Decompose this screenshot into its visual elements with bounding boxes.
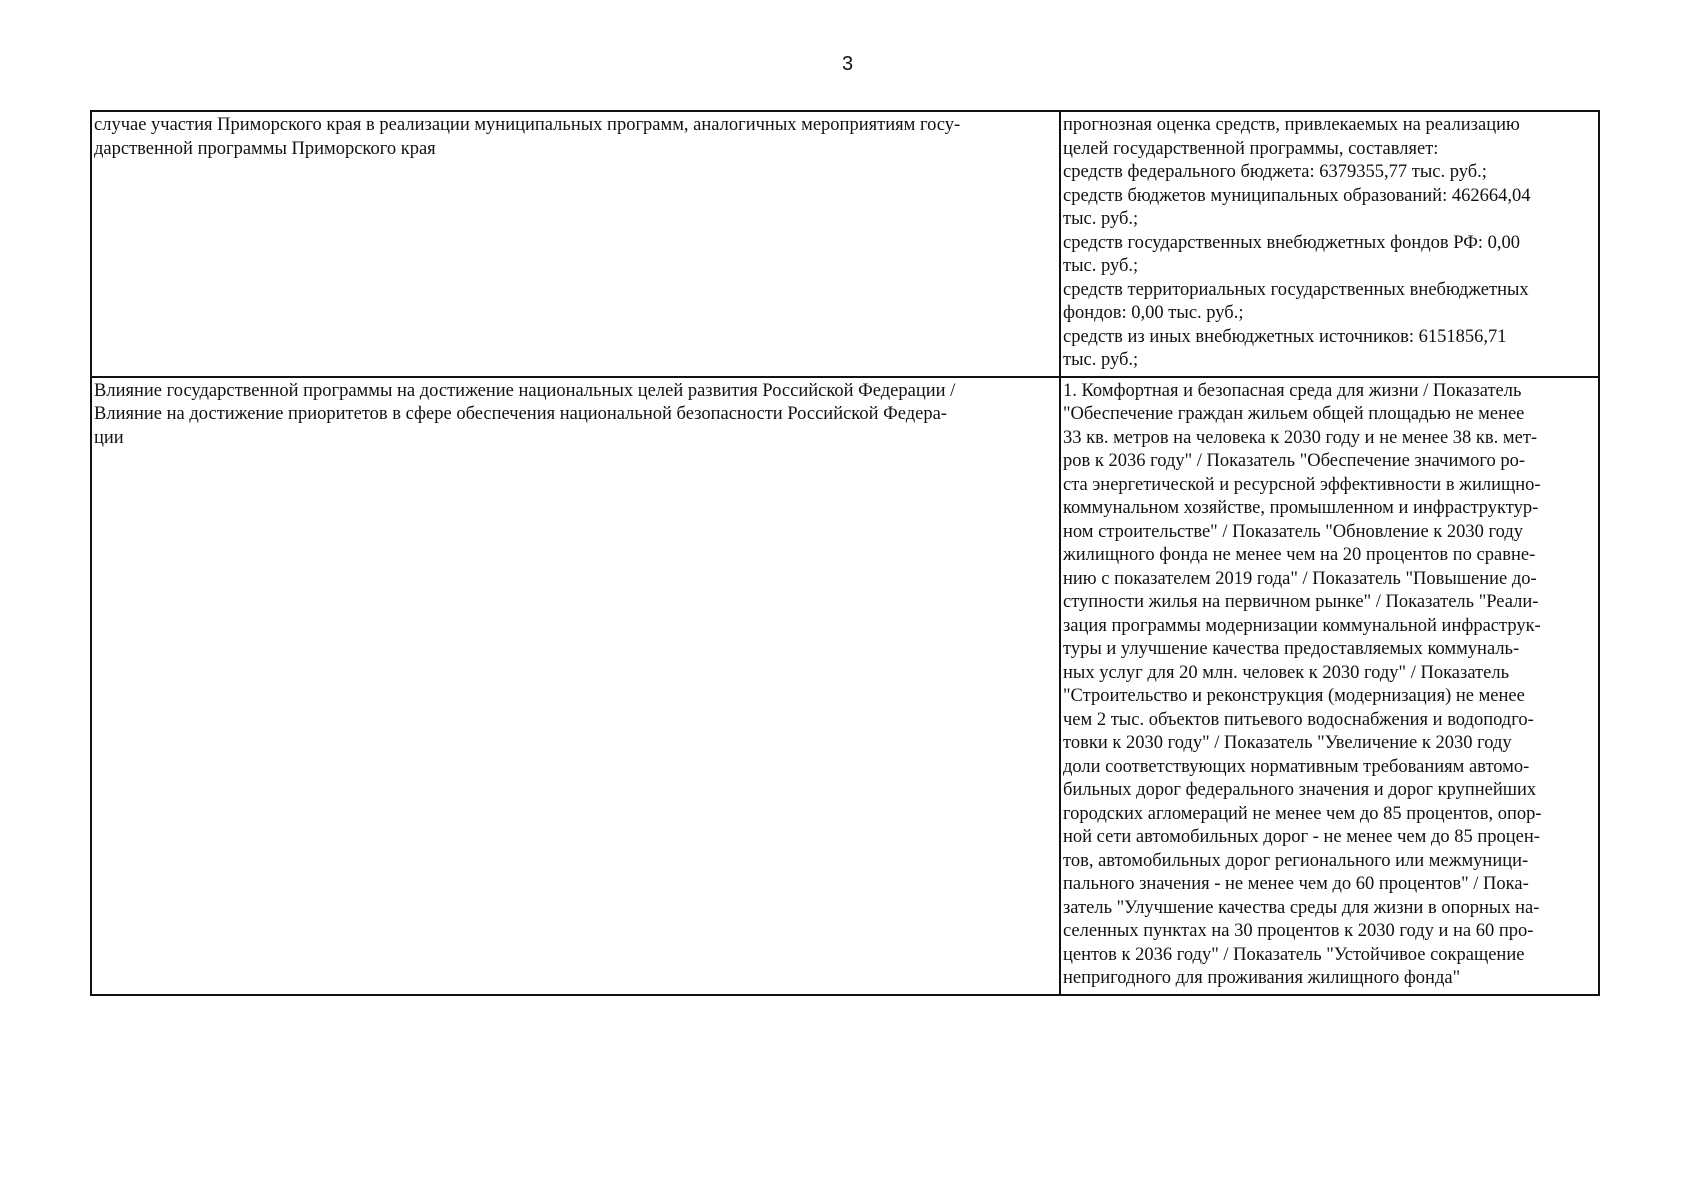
cell-line: случае участия Приморского края в реализации муниципальных программ, аналогичных мероприятиям госу- xyxy=(94,115,961,135)
cell-line: "Строительство и реконструкция (модернизация) не менее xyxy=(1063,686,1525,706)
national-goals-label-cell xyxy=(91,377,1060,995)
cell-line: бильных дорог федерального значения и дорог крупнейших xyxy=(1063,780,1537,800)
cell-line: ной сети автомобильных дорог - не менее чем до 85 процен- xyxy=(1063,827,1540,847)
cell-line: тов, автомобильных дорог регионального или межмуници- xyxy=(1063,850,1529,871)
cell-line: средств из иных внебюджетных источников: 6151856,71 xyxy=(1063,326,1507,347)
cell-line: зация программы модернизации коммунальной инфраструк- xyxy=(1063,615,1541,636)
cell-line: тыс. руб.; xyxy=(1063,350,1139,370)
cell-line: дарственной программы Приморского края xyxy=(94,138,436,159)
cell-line: непригодного для проживания жилищного фонда" xyxy=(1063,968,1461,988)
cell-line: 1. Комфортная и безопасная среда для жизни / Показатель xyxy=(1063,380,1522,401)
cell-line: целей государственной программы, составляет: xyxy=(1063,138,1439,159)
cell-line: средств территориальных государственных внебюджетных xyxy=(1063,279,1529,300)
program-passport-table xyxy=(90,110,1600,996)
cell-line: ции xyxy=(94,427,124,448)
table-row-funding xyxy=(91,111,1599,377)
cell-line: ном строительстве" / Показатель "Обновление к 2030 году xyxy=(1063,521,1524,542)
cell-line: затель "Улучшение качества среды для жизни в опорных на- xyxy=(1063,897,1540,918)
cell-line: жилищного фонда не менее чем на 20 процентов по сравне- xyxy=(1063,545,1536,565)
funding-description-cell xyxy=(91,111,1060,377)
cell-line: прогнозная оценка средств, привлекаемых на реализацию xyxy=(1063,115,1520,135)
cell-line: средств государственных внебюджетных фондов РФ: 0,00 xyxy=(1063,232,1520,253)
cell-line: чем 2 тыс. объектов питьевого водоснабжения и водоподго- xyxy=(1063,709,1534,730)
cell-line: тыс. руб.; xyxy=(1063,256,1139,276)
national-goals-indicators-cell xyxy=(1060,377,1599,995)
funding-values-cell xyxy=(1060,111,1599,377)
cell-line: туры и улучшение качества предоставляемых коммуналь- xyxy=(1063,639,1520,659)
cell-line: товки к 2030 году" / Показатель "Увеличение к 2030 году xyxy=(1063,733,1512,753)
cell-line: Влияние на достижение приоритетов в сфере обеспечения национальной безопасности Российской Федера- xyxy=(94,404,947,424)
cell-line: ступности жилья на первичном рынке" / Показатель "Реали- xyxy=(1063,592,1539,612)
table-row-national-goals xyxy=(91,377,1599,995)
cell-line: ста энергетической и ресурсной эффективности в жилищно- xyxy=(1063,474,1541,495)
cell-line: "Обеспечение граждан жильем общей площадью не менее xyxy=(1063,404,1525,424)
page-number: 3 xyxy=(841,53,854,75)
cell-line: пального значения - не менее чем до 60 процентов" / Пока- xyxy=(1063,874,1529,894)
cell-line: доли соответствующих нормативным требованиям автомо- xyxy=(1063,756,1530,777)
cell-line: средств бюджетов муниципальных образований: 462664,04 xyxy=(1063,185,1531,206)
cell-line: коммунальном хозяйстве, промышленном и инфраструктур- xyxy=(1063,498,1539,518)
cell-line: фондов: 0,00 тыс. руб.; xyxy=(1063,303,1244,323)
cell-line: селенных пунктах на 30 процентов к 2030 году и на 60 про- xyxy=(1063,921,1534,941)
cell-line: средств федерального бюджета: 6379355,77 тыс. руб.; xyxy=(1063,162,1487,182)
cell-line: городских агломераций не менее чем до 85 процентов, опор- xyxy=(1063,803,1542,824)
cell-line: центов к 2036 году" / Показатель "Устойчивое сокращение xyxy=(1063,944,1525,965)
cell-line: ных услуг для 20 млн. человек к 2030 году" / Показатель xyxy=(1063,662,1510,683)
cell-line: нию с показателем 2019 года" / Показатель "Повышение до- xyxy=(1063,568,1537,589)
cell-line: 33 кв. метров на человека к 2030 году и не менее 38 кв. мет- xyxy=(1063,427,1538,448)
cell-line: тыс. руб.; xyxy=(1063,209,1139,229)
cell-line: Влияние государственной программы на достижение национальных целей развития Российской Федерации / xyxy=(94,380,956,401)
cell-line: ров к 2036 году" / Показатель "Обеспечение значимого ро- xyxy=(1063,451,1525,471)
